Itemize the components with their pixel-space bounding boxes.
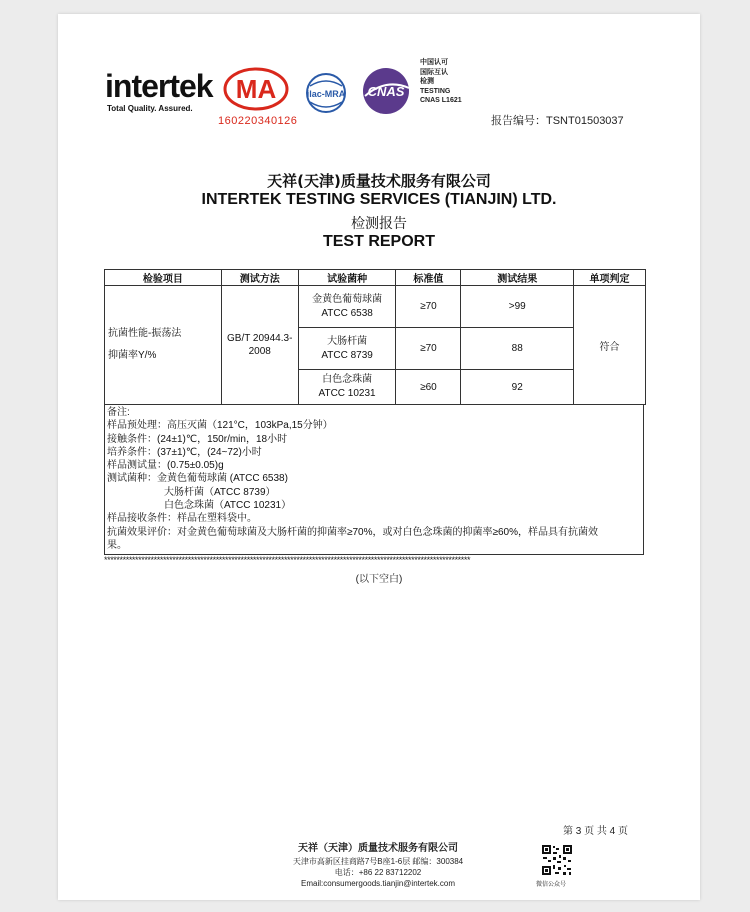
intertek-logo: intertek [105,68,213,104]
column-header: 测试方法 [221,270,298,286]
test-method-cell: GB/T 20944.3-2008 [221,286,298,405]
cnas-accreditation-text [420,58,462,106]
report-number: 报告编号：TSNT01503037 [491,115,624,127]
notes-box [104,405,644,555]
qr-code-icon [541,844,573,876]
organism-strain: ATCC 8739 [321,349,373,361]
results-table [104,269,646,405]
note-line: 样品预处理：高压灭菌（121°C，103kPa,15分钟） [107,420,333,432]
blank-below-note: (以下空白) [355,574,403,585]
footer-email: Email:consumergoods.tianjin@intertek.com [301,879,455,888]
report-title-en: TEST REPORT [322,233,435,250]
organism-name: 白色念珠菌 [322,374,373,385]
cnas-line: CNAS L1621 [420,97,462,104]
cnas-line: TESTING [420,87,451,95]
column-header: 试验菌种 [298,270,396,286]
cnas-line: 中国认可 [420,59,448,66]
note-line: 果。 [107,539,127,551]
test-result-cell: 92 [461,370,574,405]
note-line: 样品测试量：(0.75±0.05)g [107,460,224,472]
footer-company: 天祥（天津）质量技术服务有限公司 [298,843,458,854]
test-item-unit: 抑菌率Y/% [108,350,157,361]
ma-logo-text: MA [235,74,277,104]
separator-stars: ********************************************************************************************************************** [104,555,471,565]
organism-name: 金黄色葡萄球菌 [312,293,383,305]
standard-value-cell: ≥70 [396,286,461,328]
organism-cell [298,370,396,405]
column-header: 测试结果 [461,270,574,286]
column-header: 检验项目 [105,270,222,286]
qr-code-label: 微信公众号 [536,882,567,888]
column-header: 标准值 [396,270,461,286]
note-line: 培养条件：(37±1)℃，(24~72)小时 [107,446,262,458]
notes-title: 备注: [107,407,130,418]
verdict-cell: 符合 [574,286,646,405]
note-line: 测试菌种：金黄色葡萄球菌 (ATCC 6538) [107,473,288,485]
footer-phone: 电话：+86 22 83712202 [334,868,422,877]
note-line: 白色念珠菌（ATCC 10231） [164,500,292,512]
organism-cell [298,286,396,328]
table-row [105,286,646,328]
cnas-logo [357,66,415,116]
footer-address: 天津市高新区挂商路7号B座1-6层 邮编：300384 [292,857,464,866]
test-result-cell: 88 [461,328,574,370]
page-number: 第 3 页 共 4 页 [563,826,629,837]
note-line: 大肠杆菌（ATCC 8739） [164,486,276,498]
cnas-logo-text: CNAS [367,84,405,99]
cnas-line: 检测 [420,78,434,85]
test-item-name: 抗菌性能-振荡法 [108,328,182,339]
organism-cell [298,328,396,370]
intertek-tagline: Total Quality. Assured. [107,104,193,113]
company-name-cn: 天祥(天津)质量技术服务有限公司 [267,172,491,190]
ilac-text: ilac-MRA [306,89,346,99]
ma-number: 160220340126 [218,115,298,127]
note-line: 接触条件：(24±1)℃，150r/min，18小时 [107,433,288,445]
test-item-cell [105,286,222,405]
organism-strain: ATCC 6538 [321,307,373,319]
ilac-mra-logo [298,72,354,114]
organism-strain: ATCC 10231 [318,388,376,399]
standard-value-cell: ≥60 [396,370,461,405]
standard-value-cell: ≥70 [396,328,461,370]
report-page [58,14,700,900]
cnas-line: 国际互认 [420,68,448,76]
table-header-row [105,270,646,286]
report-title-cn: 检测报告 [351,216,407,232]
column-header: 单项判定 [574,270,646,286]
note-line: 样品接收条件：样品在塑料袋中。 [107,513,257,525]
company-name-en: INTERTEK TESTING SERVICES (TIANJIN) LTD. [201,191,557,208]
organism-name: 大肠杆菌 [327,335,368,347]
test-result-cell: >99 [461,286,574,328]
ma-certification-logo [223,66,289,112]
note-line: 抗菌效果评价：对金黄色葡萄球菌及大肠杆菌的抑菌率≥70%，或对白色念珠菌的抑菌率≥60%，样品具有抗菌效 [107,526,599,538]
